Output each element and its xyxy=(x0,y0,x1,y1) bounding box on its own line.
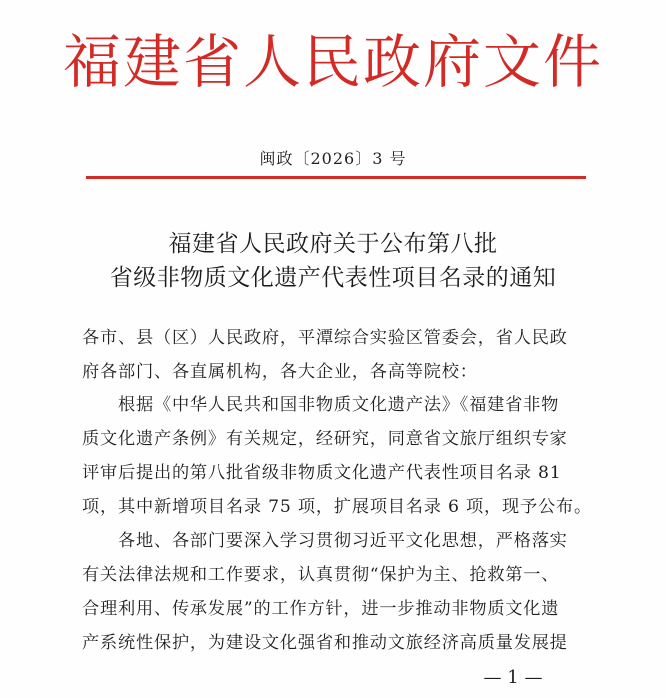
body-line-5: 评审后提出的第八批省级非物质文化遗产代表性项目名录 81 xyxy=(82,463,562,483)
body-line-6: 项，其中新增项目名录 75 项，扩展项目名录 6 项，现予公布。 xyxy=(82,497,592,517)
subject-line-2: 省级非物质文化遗产代表性项目名录的通知 xyxy=(109,265,557,291)
issuing-authority-header: 福建省人民政府文件 xyxy=(62,28,603,96)
body-line-4: 质文化遗产条例》有关规定，经研究，同意省文旅厅组织专家 xyxy=(82,429,568,449)
body-line-3: 根据《中华人民共和国非物质文化遗产法》《福建省非物 xyxy=(82,395,560,415)
body-line-8: 有关法律法规和工作要求，认真贯彻“保护为主、抢救第一、 xyxy=(82,565,560,585)
body-line-9: 合理利用、传承发展”的工作方针，进一步推动非物质文化遗 xyxy=(82,599,560,619)
header-red-rule xyxy=(86,176,586,179)
body-line-7: 各地、各部门要深入学习贯彻习近平文化思想，严格落实 xyxy=(82,531,568,551)
page-number: — 1 — xyxy=(483,667,543,688)
body-line-2: 府各部门、各直属机构，各大企业，各高等院校： xyxy=(82,362,478,382)
body-line-10: 产系统性保护，为建设文化强省和推动文旅经济高质量发展提 xyxy=(82,633,568,653)
body-line-1: 各市、县（区）人民政府，平潭综合实验区管委会，省人民政 xyxy=(82,328,568,348)
document-number: 闽政〔2026〕3 号 xyxy=(259,149,407,168)
subject-line-1: 福建省人民政府关于公布第八批 xyxy=(168,231,498,257)
